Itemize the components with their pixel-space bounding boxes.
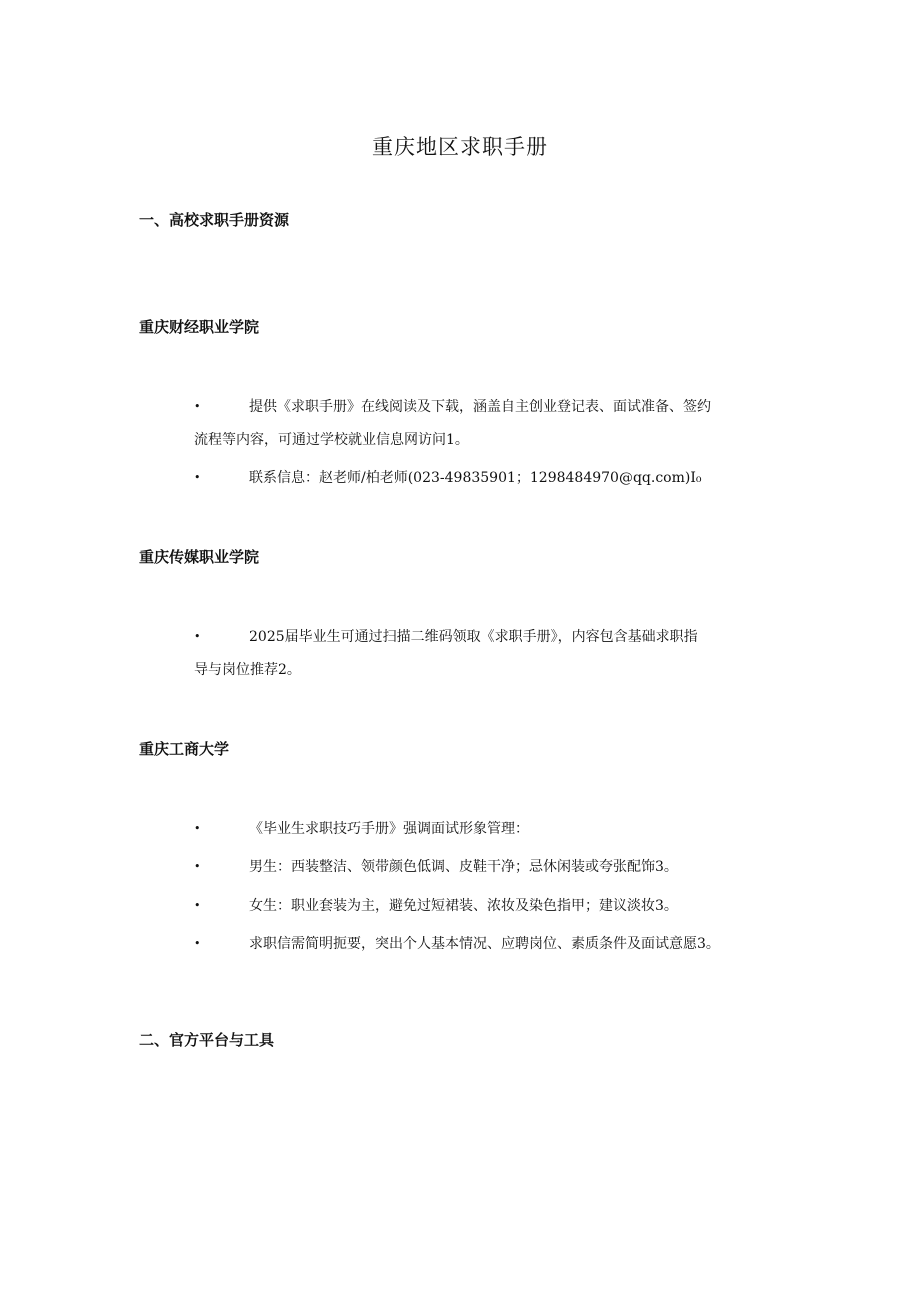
bullet-icon: •: [194, 822, 201, 835]
bullet-icon: •: [194, 860, 201, 873]
list-item: [194, 933, 720, 953]
bullet-icon: •: [194, 937, 201, 950]
college-heading-media: 重庆传媒职业学院: [139, 548, 260, 566]
list-item: [194, 467, 701, 487]
list-item: [194, 856, 678, 876]
list-item-text: 男生：西装整洁、领带颜色低调、皮鞋干净；忌休闲装或夸张配饰3。: [249, 859, 678, 875]
list-item-text: 提供《求职手册》在线阅读及下载，涵盖自主创业登记表、面试准备、签约: [249, 399, 711, 415]
list-item: [194, 895, 678, 915]
section-heading-platforms: 二、官方平台与工具: [139, 1031, 275, 1049]
list-item-text: 2025届毕业生可通过扫描二维码领取《求职手册》，内容包含基础求职指: [249, 629, 698, 645]
list-item: [194, 818, 529, 838]
college-heading-finance: 重庆财经职业学院: [139, 318, 260, 336]
list-item-continuation: 导与岗位推荐2。: [194, 662, 301, 678]
list-item-text: 求职信需简明扼要，突出个人基本情况、应聘岗位、素质条件及面试意愿3。: [249, 936, 720, 952]
bullet-icon: •: [194, 630, 201, 643]
college-heading-business: 重庆工商大学: [139, 740, 230, 758]
bullet-icon: •: [194, 471, 201, 484]
list-item: [194, 626, 698, 646]
list-item-text: 联系信息：赵老师/柏老师(023-49835901；1298484970@qq.com)I₀: [249, 470, 702, 486]
section-heading-resources: 一、高校求职手册资源: [139, 211, 290, 229]
document-title: 重庆地区求职手册: [372, 135, 548, 159]
list-item-text: 《毕业生求职技巧手册》强调面试形象管理：: [249, 821, 529, 837]
list-item-text: 女生：职业套装为主，避免过短裙装、浓妆及染色指甲；建议淡妆3。: [249, 898, 678, 914]
bullet-icon: •: [194, 899, 201, 912]
bullet-icon: •: [194, 400, 201, 413]
list-item: [194, 396, 711, 416]
list-item-continuation: 流程等内容，可通过学校就业信息网访问1。: [194, 432, 469, 448]
